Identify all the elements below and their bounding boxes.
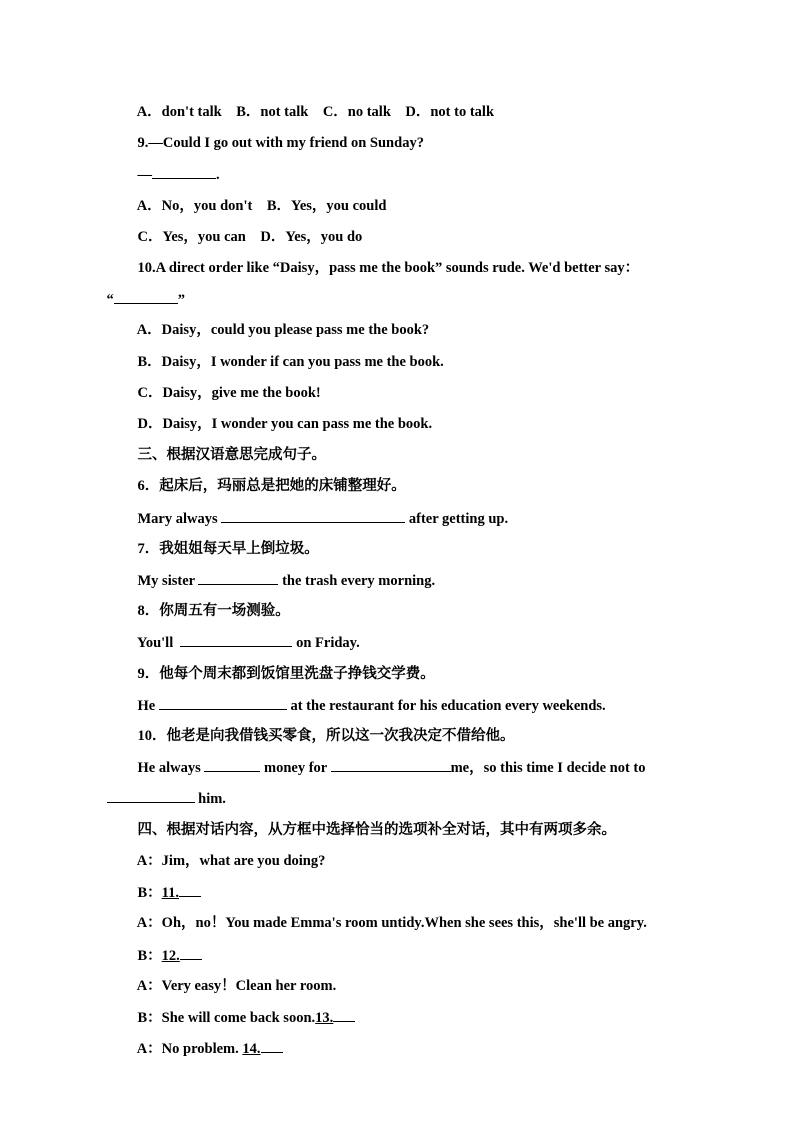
q8-options: A．don't talk B．not talk C．no talk D．not to talk — [136, 104, 495, 120]
s3-item9-en: He at the restaurant for his education every weekends. — [123, 675, 606, 736]
s3-item10-en-cont: him. — [92, 768, 226, 829]
section-4-heading: 四、根据对话内容，从方框中选择恰当的选项补全对话，其中有两项多余。 — [137, 822, 616, 838]
answer-blank[interactable] — [261, 1038, 283, 1053]
q10-option-d: D．Daisy，I wonder you can pass me the book. — [137, 416, 433, 432]
s3-item7-en: My sister the trash every morning. — [123, 550, 435, 611]
s3-item6-cn: 6．起床后，玛丽总是把她的床铺整理好。 — [137, 478, 406, 494]
s3-item10-cn: 10．他老是向我借钱买零食，所以这一次我决定不借给他。 — [137, 728, 515, 744]
s3-item10-en: He always money for me，so this time I decide not to — [123, 737, 646, 798]
dialog-line-1: A：Jim，what are you doing? — [136, 853, 326, 869]
section-3-heading: 三、根据汉语意思完成句子。 — [137, 447, 326, 463]
q10-stem: 10.A direct order like “Daisy，pass me the book” sounds rude. We'd better say： — [137, 260, 640, 276]
dialog-line-5: A：Very easy！Clean her room. — [136, 978, 337, 994]
q10-stem-cont: “ ” — [92, 269, 185, 330]
answer-blank[interactable] — [333, 1007, 355, 1022]
dialog-line-7: A：No problem. 14. — [123, 1018, 283, 1079]
s3-item8-en: You'll on Friday. — [123, 612, 360, 673]
s3-item6-en: Mary always after getting up. — [123, 488, 508, 549]
dialog-line-2: B：11. — [123, 862, 201, 923]
q10-option-b: B．Daisy，I wonder if can you pass me the book. — [137, 354, 444, 370]
s3-item9-cn: 9．他每个周末都到饭馆里洗盘子挣钱交学费。 — [137, 666, 435, 682]
s3-item7-cn: 7．我姐姐每天早上倒垃圾。 — [137, 541, 319, 557]
dialog-line-4: B：12. — [123, 925, 202, 986]
q10-option-a: A．Daisy，could you please pass me the book? — [136, 322, 430, 338]
dialog-line-3: A：Oh，no！You made Emma's room untidy.When she sees this，she'll be angry. — [136, 915, 647, 931]
answer-blank[interactable] — [331, 757, 451, 772]
q9-stem: 9.—Could I go out with my friend on Sunday? — [137, 135, 424, 151]
dialog-line-6: B：She will come back soon.13. — [123, 987, 355, 1048]
q9-options-cd: C．Yes，you can D．Yes，you do — [137, 229, 363, 245]
q10-option-c: C．Daisy，give me the book! — [137, 385, 321, 401]
q9-options-ab: A．No，you don't B．Yes，you could — [136, 198, 387, 214]
q9-answer-line: — . — [123, 144, 220, 205]
s3-item8-cn: 8．你周五有一场测验。 — [137, 603, 290, 619]
